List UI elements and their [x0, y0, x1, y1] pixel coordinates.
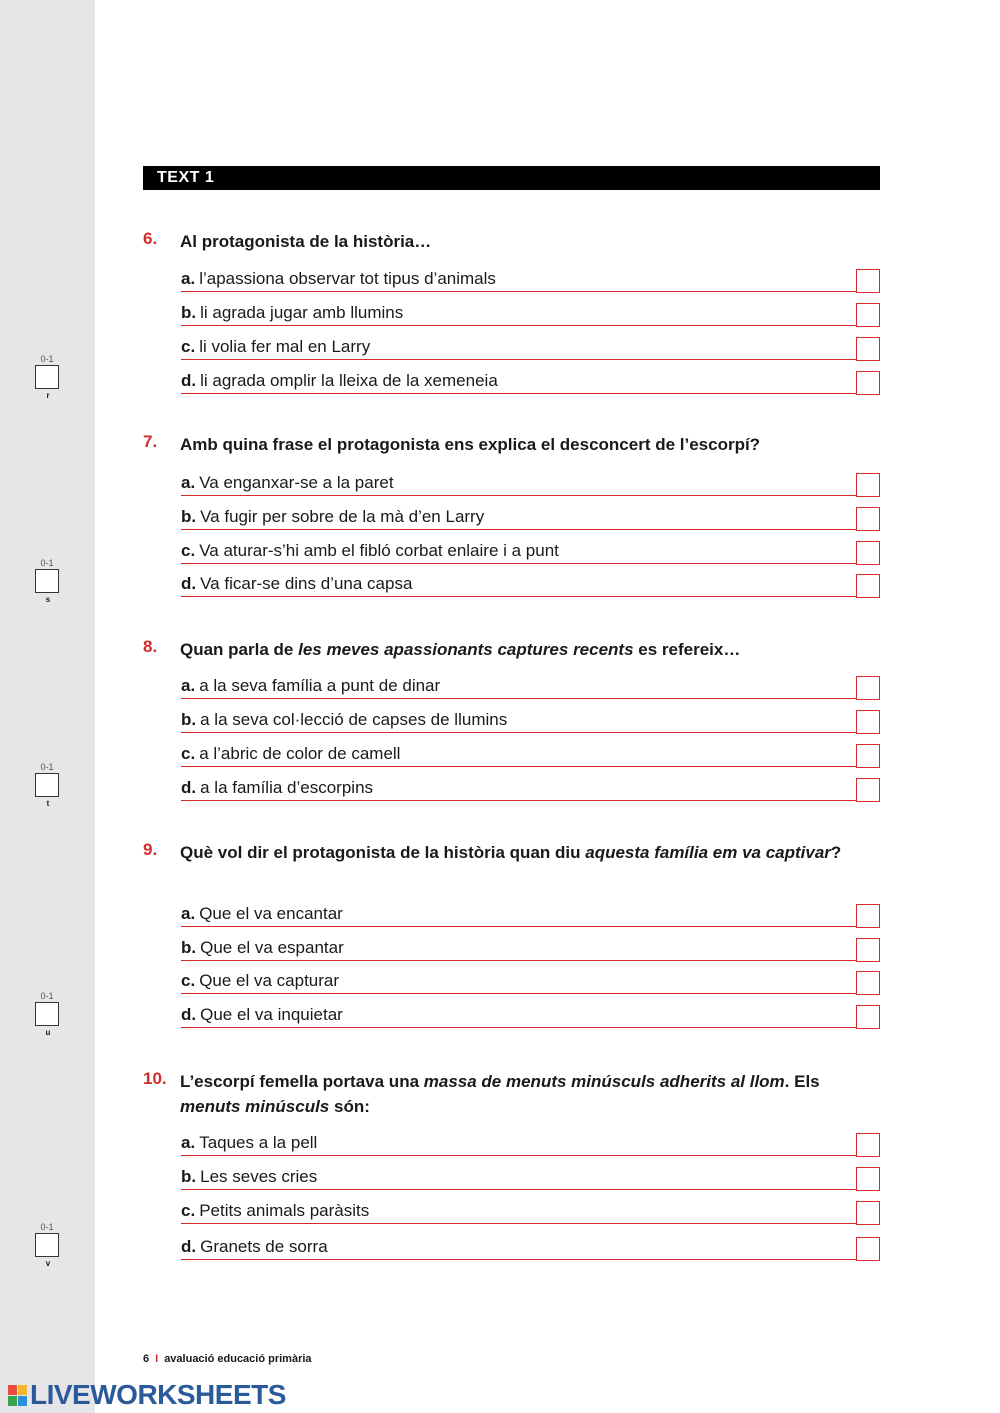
question-text-part: L’escorpí femella portava una: [180, 1072, 424, 1091]
option-label: [181, 337, 370, 357]
option-letter: b.: [181, 710, 197, 729]
option-letter: c.: [181, 1201, 196, 1220]
question-number: 8.: [143, 637, 158, 656]
score-letter: r: [46, 391, 50, 400]
score-letter: s: [45, 595, 51, 604]
option-label: [181, 269, 496, 289]
score-input-box[interactable]: [35, 365, 59, 389]
option-letter: a.: [181, 473, 196, 492]
option-text: Que el va encantar: [199, 904, 343, 923]
option-label: [181, 904, 343, 924]
option-letter: a.: [181, 1133, 196, 1152]
option-text: Taques a la pell: [199, 1133, 318, 1152]
option-letter: b.: [181, 1167, 197, 1186]
question-text-part: ?: [830, 843, 842, 862]
option-letter: d.: [181, 1005, 197, 1024]
option-text: Va fugir per sobre de la mà d’en Larry: [200, 507, 485, 526]
score-letter: u: [45, 1028, 51, 1037]
question-6: [143, 229, 880, 399]
option-text: Que el va espantar: [200, 938, 344, 957]
score-letter: t: [46, 799, 50, 808]
answer-checkbox[interactable]: [856, 371, 880, 395]
option-label: [181, 1005, 343, 1025]
option-label: [181, 574, 412, 594]
question-number: 6.: [143, 229, 158, 248]
option-8a[interactable]: [181, 665, 880, 699]
option-text: Petits animals paràsits: [199, 1201, 370, 1220]
section-title: TEXT 1: [157, 169, 215, 186]
option-text: li agrada jugar amb llumins: [200, 303, 404, 322]
answer-checkbox[interactable]: [856, 778, 880, 802]
question-number: 7.: [143, 432, 158, 451]
option-text: li volia fer mal en Larry: [199, 337, 371, 356]
answer-checkbox[interactable]: [856, 938, 880, 962]
score-sidebar: [0, 0, 95, 1413]
answer-checkbox[interactable]: [856, 904, 880, 928]
option-text: li agrada omplir la lleixa de la xemeneia: [200, 371, 498, 390]
answer-checkbox[interactable]: [856, 971, 880, 995]
answer-checkbox[interactable]: [856, 1201, 880, 1225]
question-text: [180, 1069, 880, 1119]
option-text: a l’abric de color de camell: [199, 744, 401, 763]
question-text: [180, 840, 880, 865]
answer-checkbox[interactable]: [856, 710, 880, 734]
question-number: 9.: [143, 840, 158, 859]
option-letter: d.: [181, 1237, 197, 1256]
option-letter: c.: [181, 971, 196, 990]
answer-checkbox[interactable]: [856, 744, 880, 768]
option-label: [181, 676, 440, 696]
question-text-part: Quan parla de: [180, 640, 299, 659]
option-8b[interactable]: [181, 699, 880, 733]
option-label: [181, 778, 373, 798]
option-letter: c.: [181, 541, 196, 560]
option-letter: d.: [181, 574, 197, 593]
option-9a[interactable]: [181, 893, 880, 927]
question-text: [180, 229, 880, 254]
footer-separator: I: [155, 1353, 159, 1365]
option-label: [181, 1167, 317, 1187]
option-letter: a.: [181, 269, 196, 288]
option-10d[interactable]: [181, 1226, 880, 1260]
question-number: 10.: [143, 1069, 167, 1088]
option-letter: b.: [181, 303, 197, 322]
option-8c[interactable]: [181, 733, 880, 767]
option-letter: c.: [181, 744, 196, 763]
option-label: [181, 371, 498, 391]
answer-checkbox[interactable]: [856, 1167, 880, 1191]
option-text: Que el va capturar: [199, 971, 340, 990]
footer-title: avaluació educació primària: [164, 1353, 312, 1365]
question-text-part: Al protagonista de la història…: [180, 232, 432, 251]
option-text: Va ficar-se dins d’una capsa: [200, 574, 413, 593]
score-range: 0-1: [40, 762, 54, 772]
option-6c[interactable]: [181, 326, 880, 360]
option-10c[interactable]: [181, 1190, 880, 1224]
option-10b[interactable]: [181, 1156, 880, 1190]
option-label: [181, 1237, 328, 1257]
answer-checkbox[interactable]: [856, 303, 880, 327]
score-input-box[interactable]: [35, 1002, 59, 1026]
question-text-italic: menuts minúsculs: [180, 1097, 330, 1116]
answer-checkbox[interactable]: [856, 574, 880, 598]
option-10a[interactable]: [181, 1122, 880, 1156]
option-text: l’apassiona observar tot tipus d’animals: [199, 269, 496, 288]
score-range: 0-1: [40, 991, 54, 1001]
answer-checkbox[interactable]: [856, 473, 880, 497]
option-text: a la família d’escorpins: [200, 778, 374, 797]
option-letter: d.: [181, 371, 197, 390]
question-7: [143, 432, 880, 602]
option-label: [181, 303, 403, 323]
option-9c[interactable]: [181, 960, 880, 994]
option-6b[interactable]: [181, 292, 880, 326]
score-range: 0-1: [40, 1222, 54, 1232]
section-header: [143, 166, 880, 190]
option-text: Que el va inquietar: [200, 1005, 343, 1024]
option-label: [181, 1201, 369, 1221]
question-text-part: . Els: [784, 1072, 820, 1091]
option-text: a la seva família a punt de dinar: [199, 676, 441, 695]
score-input-box[interactable]: [35, 773, 59, 797]
option-letter: b.: [181, 507, 197, 526]
option-letter: c.: [181, 337, 196, 356]
answer-checkbox[interactable]: [856, 676, 880, 700]
score-range: 0-1: [40, 354, 54, 364]
option-9d[interactable]: [181, 994, 880, 1028]
option-7c[interactable]: [181, 530, 880, 564]
option-letter: b.: [181, 938, 197, 957]
question-8: [143, 637, 880, 807]
question-text-part: es refereix…: [633, 640, 741, 659]
answer-checkbox[interactable]: [856, 1237, 880, 1261]
option-text: a la seva col·lecció de capses de llumins: [200, 710, 508, 729]
page-number: 6: [143, 1353, 150, 1365]
question-10: [143, 1069, 880, 1269]
option-7a[interactable]: [181, 462, 880, 496]
option-label: [181, 971, 339, 991]
option-label: [181, 507, 484, 527]
question-9: [143, 840, 880, 1035]
logo-mark-icon: [8, 1385, 28, 1407]
option-label: [181, 1133, 317, 1153]
answer-checkbox[interactable]: [856, 507, 880, 531]
option-text: Va enganxar-se a la paret: [199, 473, 394, 492]
score-letter: v: [45, 1259, 51, 1268]
answer-checkbox[interactable]: [856, 269, 880, 293]
question-text-italic: massa de menuts minúsculs adherits al llom: [423, 1072, 785, 1091]
question-text-italic: aquesta família em va captivar: [585, 843, 831, 862]
question-text-part: són:: [329, 1097, 370, 1116]
logo-text: LIVEWORKSHEETS: [30, 1379, 286, 1410]
option-6a[interactable]: [181, 258, 880, 292]
option-text: Va aturar-s’hi amb el fibló corbat enlaire i a punt: [199, 541, 559, 560]
option-letter: d.: [181, 778, 197, 797]
score-input-box[interactable]: [35, 569, 59, 593]
question-text-part: Què vol dir el protagonista de la història quan diu: [180, 843, 586, 862]
option-label: [181, 473, 394, 493]
answer-checkbox[interactable]: [856, 337, 880, 361]
option-text: Granets de sorra: [200, 1237, 328, 1256]
answer-checkbox[interactable]: [856, 541, 880, 565]
question-text: [180, 432, 880, 457]
answer-checkbox[interactable]: [856, 1005, 880, 1029]
option-label: [181, 744, 400, 764]
option-label: [181, 710, 507, 730]
question-text-part: Amb quina frase el protagonista ens explica el desconcert de l’escorpí?: [180, 435, 761, 454]
page-footer: [143, 1353, 312, 1365]
score-input-box[interactable]: [35, 1233, 59, 1257]
option-8d[interactable]: [181, 767, 880, 801]
option-label: [181, 938, 344, 958]
option-7d[interactable]: [181, 563, 880, 597]
option-text: Les seves cries: [200, 1167, 318, 1186]
option-letter: a.: [181, 676, 196, 695]
option-7b[interactable]: [181, 496, 880, 530]
question-text: [180, 637, 880, 662]
option-label: [181, 541, 559, 561]
answer-checkbox[interactable]: [856, 1133, 880, 1157]
option-6d[interactable]: [181, 360, 880, 394]
score-range: 0-1: [40, 558, 54, 568]
option-letter: a.: [181, 904, 196, 923]
option-9b[interactable]: [181, 927, 880, 961]
question-text-italic: les meves apassionants captures recents: [298, 640, 634, 659]
